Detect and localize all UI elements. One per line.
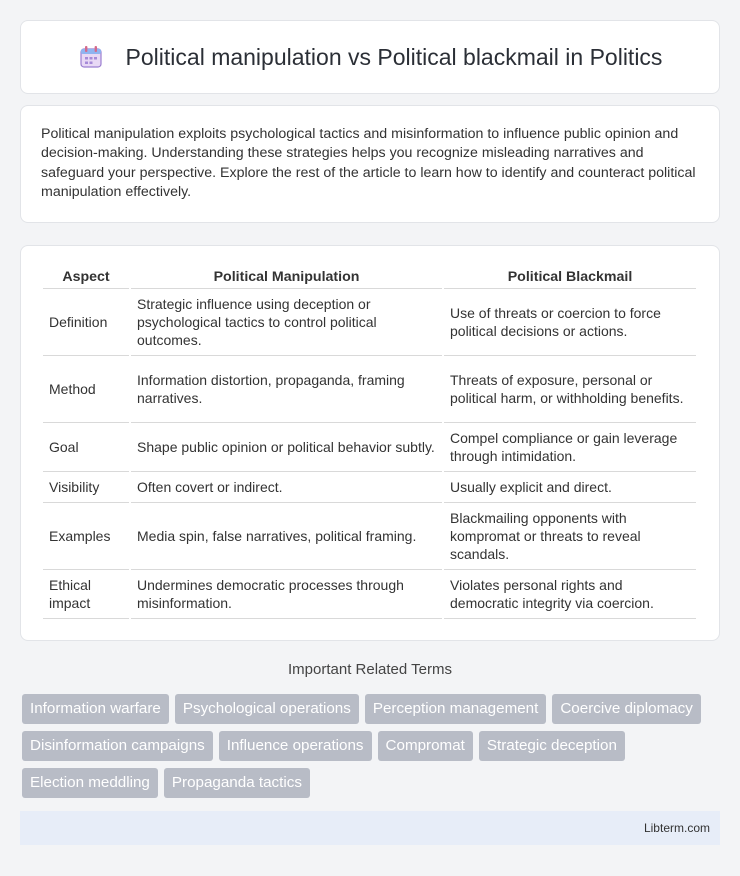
- related-term-tag[interactable]: Information warfare: [22, 694, 169, 724]
- calendar-icon: [78, 44, 104, 70]
- row-aspect: Visibility: [43, 472, 129, 503]
- comparison-card: [20, 245, 720, 641]
- related-term-tag[interactable]: Election meddling: [22, 768, 158, 798]
- row-manipulation: Information distortion, propaganda, framing narratives.: [131, 356, 442, 423]
- row-blackmail: Threats of exposure, personal or political harm, or withholding benefits.: [444, 356, 696, 423]
- intro-card: [20, 105, 720, 223]
- related-term-tag[interactable]: Propaganda tactics: [164, 768, 310, 798]
- row-blackmail: Use of threats or coercion to force political decisions or actions.: [444, 289, 696, 356]
- title-card: [20, 20, 720, 94]
- related-term-tag[interactable]: Influence operations: [219, 731, 372, 761]
- row-aspect: Examples: [43, 503, 129, 570]
- header-aspect: Aspect: [43, 265, 129, 289]
- row-blackmail: Blackmailing opponents with kompromat or threats to reveal scandals.: [444, 503, 696, 570]
- related-term-tag[interactable]: Perception management: [365, 694, 546, 724]
- comparison-table: [41, 265, 698, 619]
- header-manipulation: Political Manipulation: [131, 265, 442, 289]
- row-blackmail: Usually explicit and direct.: [444, 472, 696, 503]
- related-term-tag[interactable]: Psychological operations: [175, 694, 359, 724]
- page-title: Political manipulation vs Political blackmail in Politics: [125, 43, 663, 70]
- footer: [20, 811, 720, 845]
- table-row: [43, 423, 696, 472]
- row-aspect: Ethical impact: [43, 570, 129, 619]
- row-aspect: Definition: [43, 289, 129, 356]
- table-row: [43, 503, 696, 570]
- table-row: [43, 289, 696, 356]
- row-manipulation: Undermines democratic processes through misinformation.: [131, 570, 442, 619]
- related-terms-list: [22, 694, 722, 798]
- row-manipulation: Shape public opinion or political behavior subtly.: [131, 423, 442, 472]
- row-aspect: Method: [43, 356, 129, 423]
- table-row: [43, 356, 696, 423]
- row-blackmail: Violates personal rights and democratic integrity via coercion.: [444, 570, 696, 619]
- related-terms-title: Important Related Terms: [288, 661, 452, 678]
- related-term-tag[interactable]: Disinformation campaigns: [22, 731, 213, 761]
- row-aspect: Goal: [43, 423, 129, 472]
- row-manipulation: Strategic influence using deception or psychological tactics to control political outcomes.: [131, 289, 442, 356]
- table-header-row: [43, 265, 696, 289]
- row-manipulation: Often covert or indirect.: [131, 472, 442, 503]
- table-row: [43, 472, 696, 503]
- intro-text: Political manipulation exploits psychological tactics and misinformation to influence public opinion and decision-making. Understanding these strategies helps you recognize misleading narratives and safeguard your perspective. Explore the rest of the article to learn how to identify and counteract political manipulation effectively.: [41, 126, 696, 200]
- table-row: [43, 570, 696, 619]
- row-manipulation: Media spin, false narratives, political framing.: [131, 503, 442, 570]
- header-blackmail: Political Blackmail: [444, 265, 696, 289]
- related-term-tag[interactable]: Compromat: [378, 731, 473, 761]
- row-blackmail: Compel compliance or gain leverage through intimidation.: [444, 423, 696, 472]
- footer-site-link[interactable]: Libterm.com: [643, 821, 710, 835]
- related-term-tag[interactable]: Strategic deception: [479, 731, 625, 761]
- related-term-tag[interactable]: Coercive diplomacy: [552, 694, 701, 724]
